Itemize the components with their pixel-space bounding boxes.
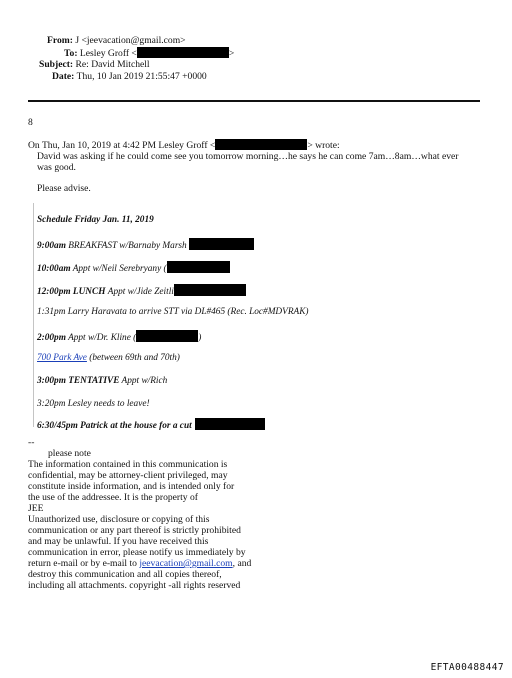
schedule-title [37, 215, 154, 226]
quoted-line-2: was good. [37, 162, 76, 173]
disclaimer-line: confidential, may be attorney-client privileged, may [28, 470, 228, 481]
email-link[interactable]: jeevacation@gmail.com [139, 558, 233, 569]
reply-text: 8 [28, 117, 33, 128]
schedule-item [37, 261, 230, 275]
item-text: Appt w/Rich [119, 376, 168, 386]
item-time: 2:00pm [37, 333, 66, 343]
schedule-item [37, 399, 150, 410]
schedule-title-text: Schedule Friday Jan. 11, 2019 [37, 215, 154, 225]
to-value: Lesley Groff < [79, 48, 137, 59]
date-label: Date: [52, 71, 75, 82]
from-row [47, 35, 186, 47]
redaction-box [174, 284, 246, 296]
schedule-item [37, 376, 167, 387]
schedule-item [37, 284, 246, 298]
disclaimer-line: including all attachments. copyright -all rights reserved [28, 580, 241, 591]
disclaimer-line: The information contained in this communication is [28, 459, 228, 470]
redaction-box [189, 238, 254, 250]
quote-intro-text: On Thu, Jan 10, 2019 at 4:42 PM Lesley Groff < [28, 140, 216, 151]
disclaimer-line: JEE [28, 503, 44, 514]
disclaimer-line: communication or any part thereof is strictly prohibited [28, 525, 241, 536]
redaction-box [167, 261, 230, 273]
redaction-box [136, 330, 198, 342]
from-label: From: [47, 35, 73, 46]
date-row [52, 71, 207, 83]
schedule-item [37, 330, 201, 344]
schedule-item [37, 238, 254, 252]
item-time: 10:00am [37, 264, 71, 274]
redaction-box [195, 418, 265, 430]
item-label: LUNCH [70, 287, 108, 297]
quoted-line-1: David was asking if he could come see you tomorrow morning…he says he can come 7am…8am…what ever [37, 151, 459, 162]
subject-label: Subject: [39, 59, 74, 70]
redaction-box [215, 139, 307, 150]
disclaimer-line: destroy this communication and all copies thereof, [28, 569, 222, 580]
to-label: To: [64, 48, 78, 59]
please-advise: Please advise. [37, 183, 91, 194]
header-divider [28, 100, 480, 102]
item-text: BREAKFAST w/Barnaby Marsh [65, 241, 190, 251]
item-text: Appt w/Jide Zeitli [107, 287, 174, 297]
item-text: Appt w/Dr. Kline ( [65, 333, 137, 343]
item-text: 3:20pm Lesley needs to leave! [37, 399, 150, 409]
schedule-item [37, 353, 180, 364]
note-title: please note [48, 448, 91, 459]
disclaimer-line: the use of the addressee. It is the property of [28, 492, 198, 503]
from-value: J <jeevacation@gmail.com> [75, 35, 186, 46]
date-value: Thu, 10 Jan 2019 21:55:47 +0000 [76, 71, 207, 82]
quote-bar [33, 203, 34, 427]
disclaimer-line: and may be unlawful. If you have received this [28, 536, 209, 547]
document-id: EFTA00488447 [430, 662, 504, 673]
disclaimer-line: constitute inside information, and is intended only for [28, 481, 235, 492]
subject-value: Re: David Mitchell [75, 59, 150, 70]
item-time: 3:00pm TENTATIVE [37, 376, 120, 386]
item-text: Appt w/Neil Serebryany ( [70, 264, 167, 274]
redaction-box [137, 47, 229, 58]
schedule-item [37, 418, 265, 432]
item-text: 1:31pm Larry Haravata to arrive STT via DL#465 (Rec. Loc#MDVRAK) [37, 307, 309, 317]
schedule-item [37, 307, 308, 318]
item-text-end: ) [198, 333, 202, 343]
signature-dashes: -- [28, 437, 35, 448]
to-close: > [228, 48, 235, 59]
subject-row [39, 59, 150, 71]
item-text: (between 69th and 70th) [86, 353, 180, 363]
quote-intro-end: > wrote: [307, 140, 340, 151]
disclaimer-line: communication in error, please notify us immediately by [28, 547, 246, 558]
disclaimer-text: , and [232, 558, 252, 569]
item-time: 9:00am [37, 241, 66, 251]
disclaimer-line: Unauthorized use, disclosure or copying of this [28, 514, 210, 525]
disclaimer-text: return e-mail or by e-mail to [28, 558, 140, 569]
item-time: 12:00pm [37, 287, 71, 297]
address-link[interactable]: 700 Park Ave [37, 353, 87, 363]
item-time: 6:30/45pm Patrick at the house for a cut [37, 421, 192, 431]
